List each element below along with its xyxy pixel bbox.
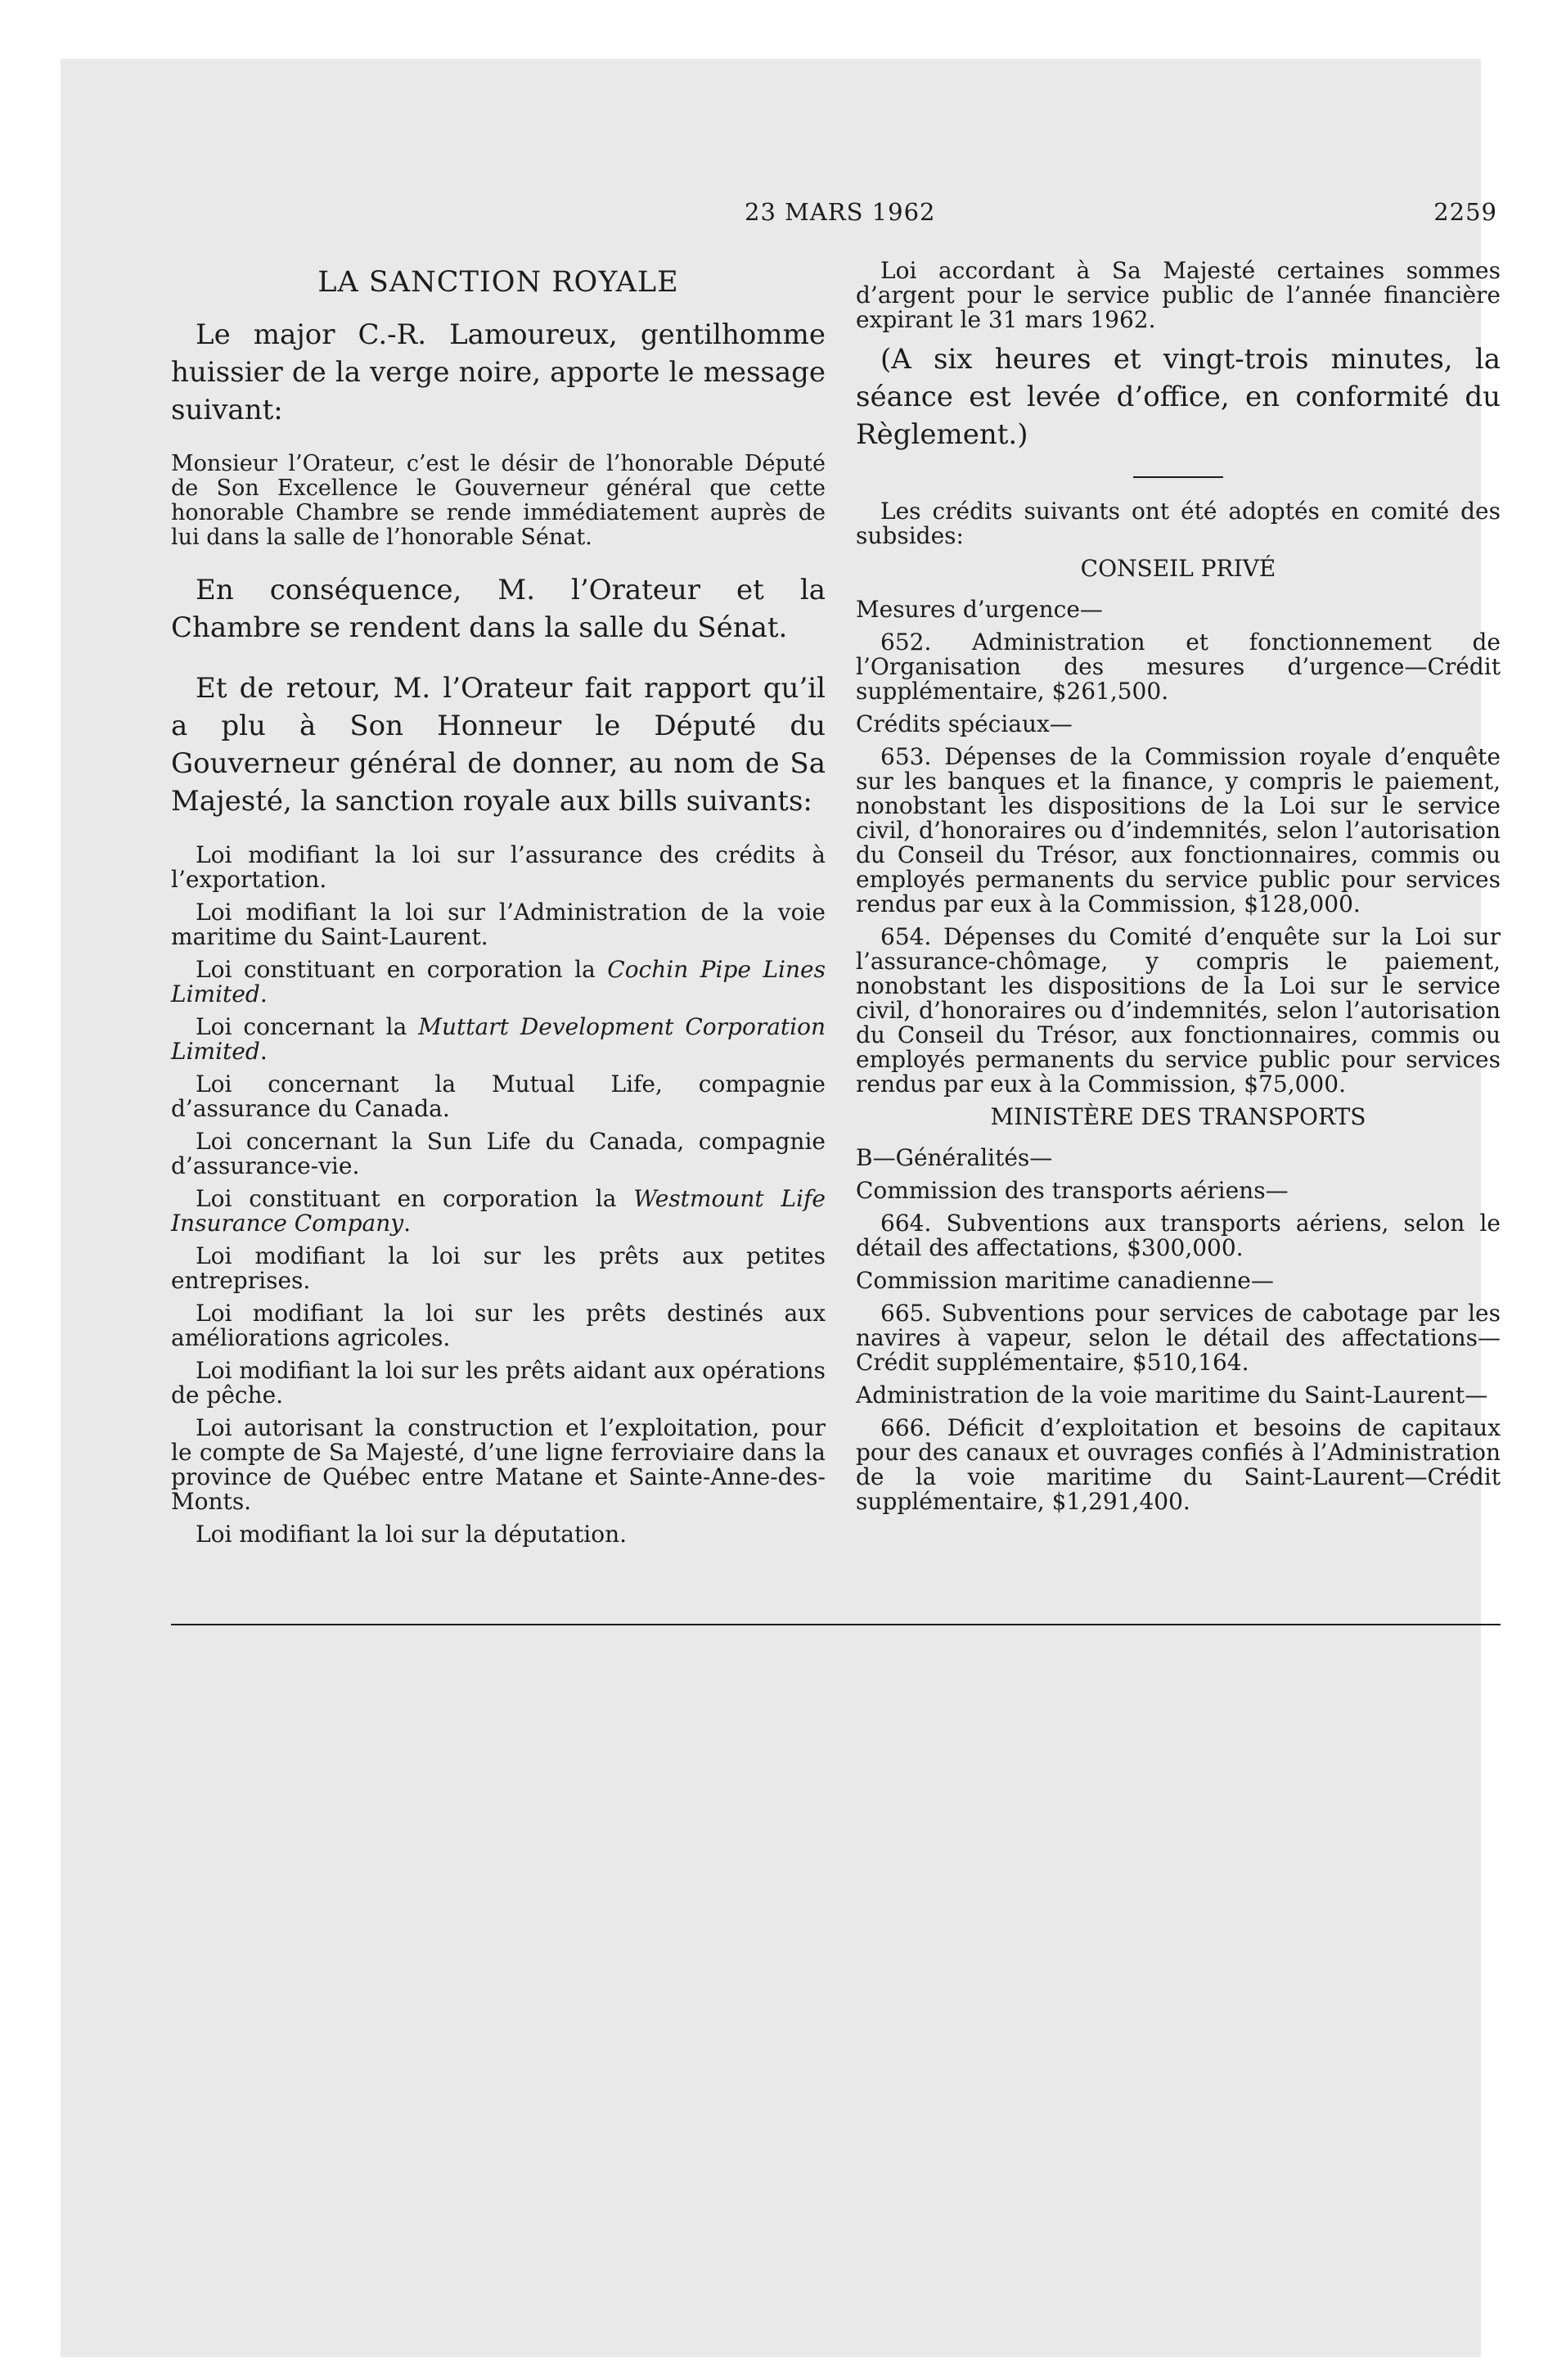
vote-item: 654. Dépenses du Comité d’enquête sur la Loi sur l’assurance-chômage, y compris le paiement, nonobstant les dispositions de la Loi sur le service civil, d’honoraires ou d’indemnités, selon l’autorisation du Conseil du Trésor, aux fonctionnaires, commis ou employés permanents du service public pour services rendus par eux à la Commission, $75,000. — [856, 923, 1501, 1098]
left-column — [171, 266, 826, 1555]
subsection-label: Commission des transports aériens— — [856, 1177, 1289, 1204]
adjournment-note: (A six heures et vingt-trois minutes, la séance est levée d’office, en conformité du Règlement.) — [856, 343, 1501, 451]
company-name: Muttart Development Corporation Limited — [171, 1013, 826, 1065]
bill-item — [171, 1187, 826, 1236]
vote-item: 664. Subventions aux transports aériens, selon le détail des affectations, $300,000. — [856, 1210, 1501, 1261]
scanned-page — [61, 59, 1501, 2357]
company-name: Cochin Pipe Lines Limited — [171, 956, 826, 1007]
subsection-label: Mesures d’urgence— — [856, 596, 1103, 623]
section-title: LA SANCTION ROYALE — [317, 266, 679, 299]
bill-text: . — [403, 1210, 411, 1237]
return-paragraph: Et de retour, M. l’Orateur fait rapport qu’il a plu à Son Honneur le Député du Gouverneur général de donner, au nom de Sa Majesté, la sanction royale aux bills suivants: — [171, 672, 826, 818]
bill-item: Loi modifiant la loi sur les prêts destinés aux améliorations agricoles. — [171, 1300, 826, 1351]
vote-item: 653. Dépenses de la Commission royale d’enquête sur les banques et la finance, y compris le paiement, nonobstant les dispositions de la Loi sur le service civil, d’honoraires ou d’indemnités, selon l’autorisation du Conseil du Trésor, aux fonctionnaires, commis ou employés permanents du service public pour services rendus par eux à la Commission, $128,000. — [856, 743, 1501, 917]
bill-item: Loi modifiant la loi sur l’assurance des crédits à l’exportation. — [171, 841, 826, 893]
bill-text: Loi constituant en corporation la — [196, 956, 608, 983]
consequence-paragraph: En conséquence, M. l’Orateur et la Chambre se rendent dans la salle du Sénat. — [171, 574, 826, 644]
credits-intro: Les crédits suivants ont été adoptés en comité des subsides: — [856, 498, 1501, 549]
bottom-rule — [171, 1624, 1501, 1625]
message-paragraph: Monsieur l’Orateur, c’est le désir de l’honorable Député de Son Excellence le Gouverneur général que cette honorable Chambre se rende immédiatement auprès de lui dans la salle de l’honorable Sénat. — [171, 451, 826, 550]
bill-text: . — [259, 1038, 268, 1065]
bill-item: Loi autorisant la construction et l’exploitation, pour le compte de Sa Majesté, d’une ligne ferroviaire dans la province de Québec entre Matane et Sainte-Anne-des-Monts. — [171, 1414, 826, 1515]
subsection-label: Crédits spéciaux— — [856, 710, 1073, 737]
company-name: Westmount Life Insurance Company — [171, 1185, 826, 1237]
bill-text: Loi concernant la — [196, 1013, 419, 1040]
bill-item: Loi concernant la Sun Life du Canada, compagnie d’assurance-vie. — [171, 1128, 826, 1179]
subsection-label: Administration de la voie maritime du Saint-Laurent— — [856, 1382, 1488, 1409]
right-column — [856, 259, 1501, 1522]
bill-text: . — [259, 980, 268, 1007]
bill-item — [171, 1015, 826, 1064]
vote-item: 652. Administration et fonctionnement de l’Organisation des mesures d’urgence—Crédit supplémentaire, $261,500. — [856, 629, 1501, 705]
section-divider — [1133, 476, 1223, 478]
bill-item: Loi modifiant la loi sur les prêts aidant aux opérations de pêche. — [171, 1357, 826, 1409]
subsection-label: B—Généralités— — [856, 1144, 1053, 1171]
bill-item: Loi modifiant la loi sur la députation. — [196, 1521, 627, 1548]
bill-item: Loi modifiant la loi sur les prêts aux petites entreprises. — [171, 1242, 826, 1294]
vote-item: 666. Déficit d’exploitation et besoins de capitaux pour des canaux et ouvrages confiés à l’Administration de la voie maritime du Saint-Laurent—Crédit supplémentaire, $1,291,400. — [856, 1414, 1501, 1515]
bill-item — [171, 958, 826, 1007]
transport-heading: MINISTÈRE DES TRANSPORTS — [990, 1103, 1366, 1130]
privy-council-heading: CONSEIL PRIVÉ — [1080, 555, 1276, 582]
vote-item: 665. Subventions pour services de cabotage par les navires à vapeur, selon le détail des affectations—Crédit supplémentaire, $510,164. — [856, 1300, 1501, 1376]
bill-text: Loi constituant en corporation la — [196, 1185, 634, 1212]
intro-paragraph: Le major C.-R. Lamoureux, gentilhomme huissier de la verge noire, apporte le message suivant: — [171, 318, 826, 426]
supply-bill: Loi accordant à Sa Majesté certaines sommes d’argent pour le service public de l’année financière expirant le 31 mars 1962. — [856, 257, 1501, 333]
bill-item: Loi concernant la Mutual Life, compagnie d’assurance du Canada. — [171, 1071, 826, 1122]
header-date: 23 MARS 1962 — [745, 198, 936, 226]
subsection-label: Commission maritime canadienne— — [856, 1267, 1274, 1294]
bill-item: Loi modifiant la loi sur l’Administration de la voie maritime du Saint-Laurent. — [171, 899, 826, 950]
page-number: 2259 — [1433, 198, 1497, 226]
